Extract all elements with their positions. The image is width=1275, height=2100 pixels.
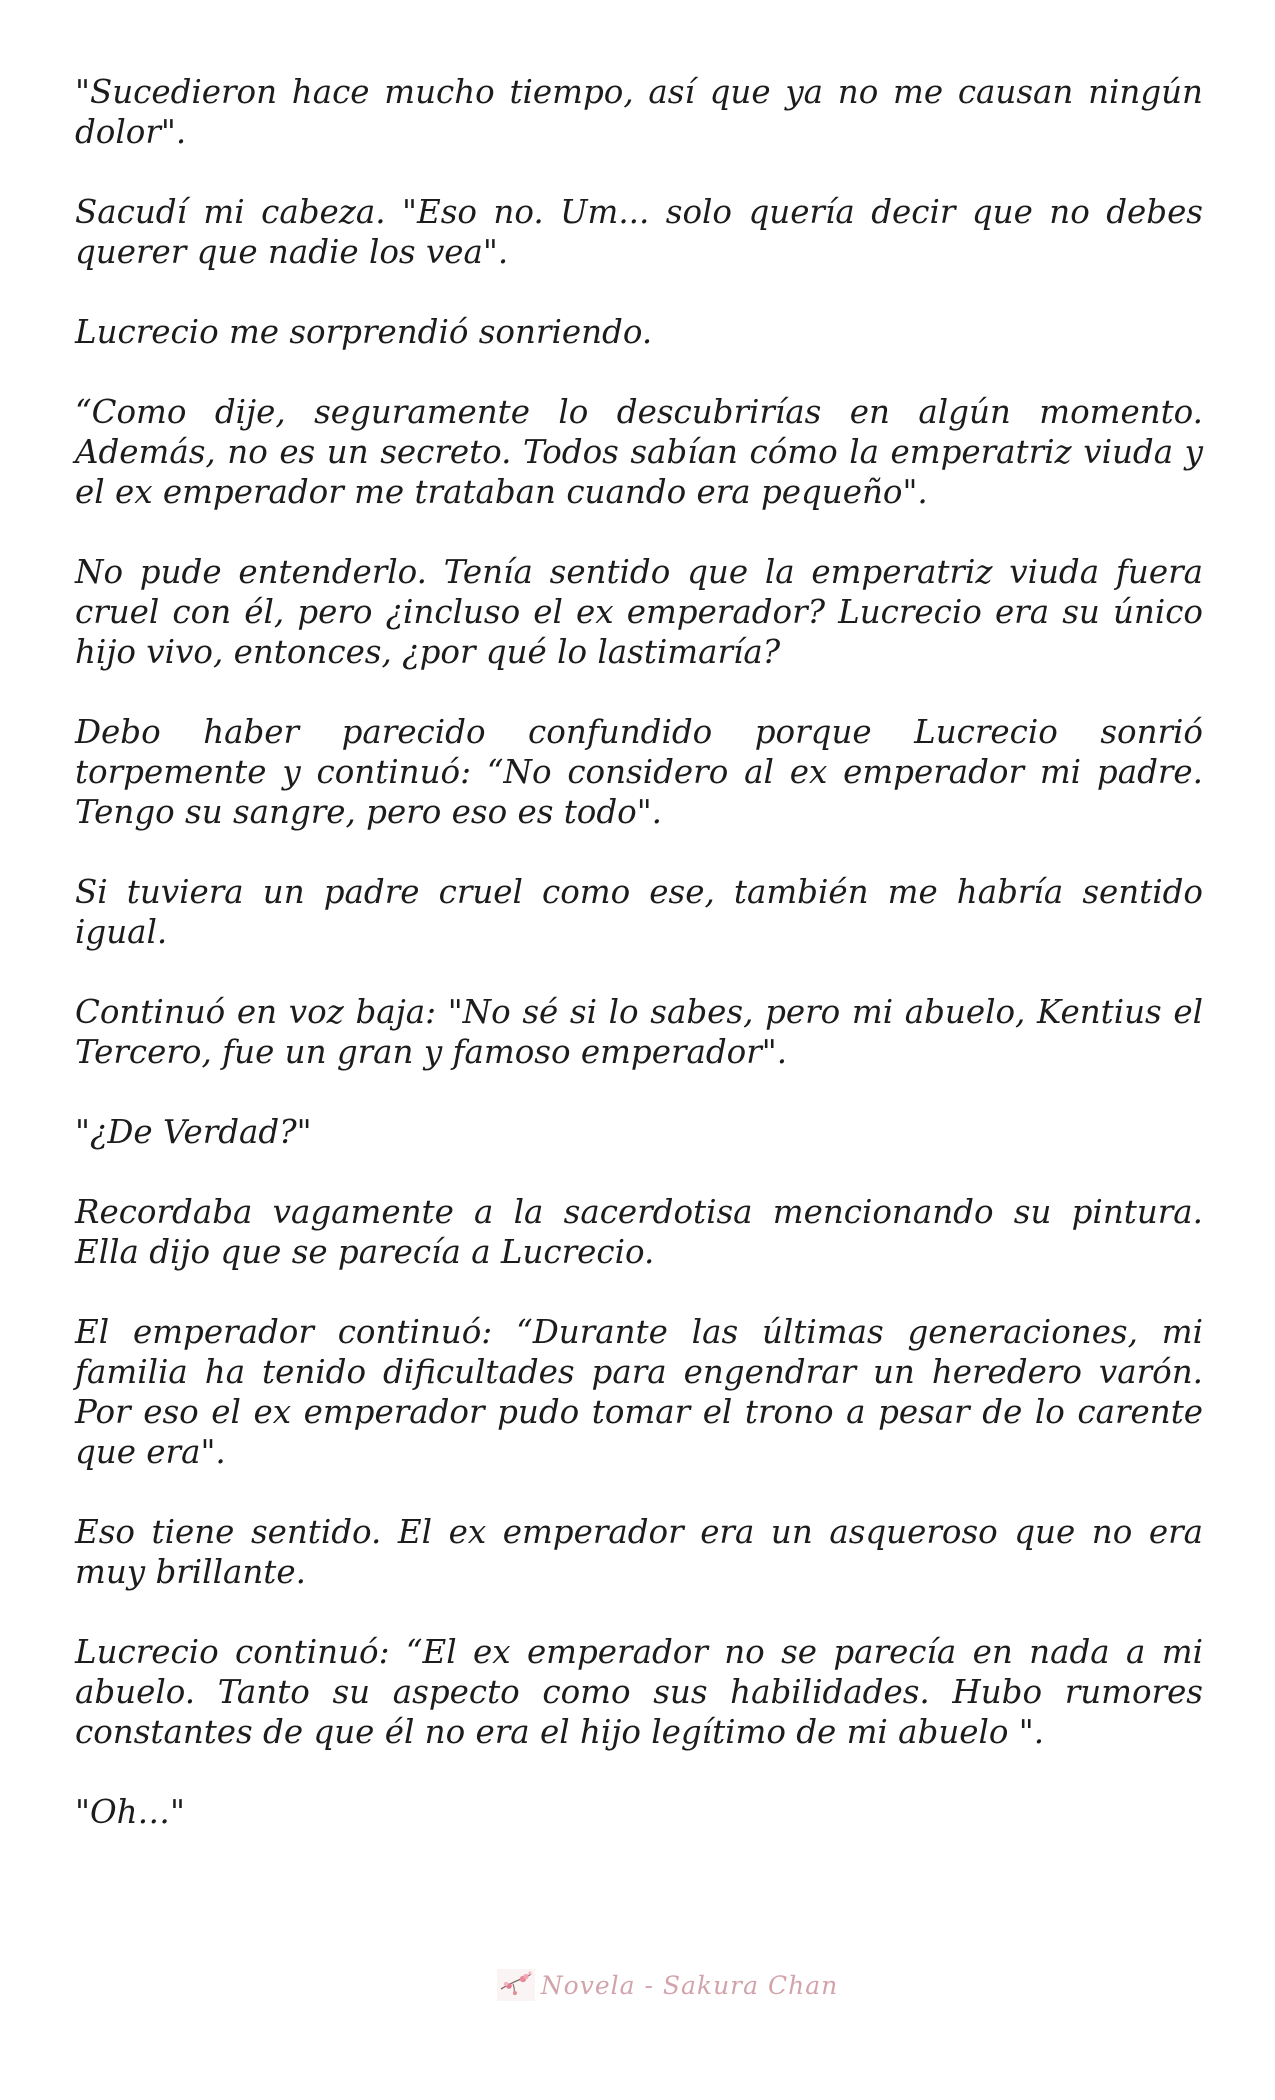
document-body (75, 72, 1203, 1832)
paragraph: Sacudí mi cabeza. "Eso no. Um... solo quería decir que no debes querer que nadie los vea". (75, 193, 1203, 271)
paragraph: "Sucedieron hace mucho tiempo, así que ya no me causan ningún dolor". (75, 73, 1203, 151)
paragraph: El emperador continuó: “Durante las últimas generaciones, mi familia ha tenido dificultades para engendrar un heredero varón. Por eso el ex emperador pudo tomar el trono a pesar de lo carente que era". (75, 1313, 1203, 1471)
paragraph: Recordaba vagamente a la sacerdotisa mencionando su pintura. Ella dijo que se parecía a Lucrecio. (75, 1193, 1203, 1271)
paragraph: “Como dije, seguramente lo descubrirías en algún momento. Además, no es un secreto. Todos sabían cómo la emperatriz viuda y el ex emperador me trataban cuando era pequeño". (75, 393, 1203, 511)
paragraph: Eso tiene sentido. El ex emperador era un asqueroso que no era muy brillante. (75, 1513, 1203, 1591)
watermark-label: Novela - Sakura Chan (540, 1970, 839, 2000)
paragraph: "Oh…" (75, 1793, 185, 1831)
paragraph: No pude entenderlo. Tenía sentido que la emperatriz viuda fuera cruel con él, pero ¿incluso el ex emperador? Lucrecio era su único hijo vivo, entonces, ¿por qué lo lastimaría? (75, 553, 1203, 671)
watermark (497, 1969, 838, 2001)
paragraph: Debo haber parecido confundido porque Lucrecio sonrió torpemente y continuó: “No considero al ex emperador mi padre. Tengo su sangre, pero eso es todo". (75, 713, 1203, 831)
paragraph: "¿De Verdad?" (75, 1113, 312, 1151)
cherry-blossom-icon (497, 1969, 535, 2001)
watermark-footer (0, 1965, 1275, 2005)
paragraph: Si tuviera un padre cruel como ese, también me habría sentido igual. (75, 873, 1203, 951)
paragraph: Lucrecio me sorprendió sonriendo. (75, 313, 653, 351)
paragraph: Lucrecio continuó: “El ex emperador no se parecía en nada a mi abuelo. Tanto su aspecto como sus habilidades. Hubo rumores constantes de que él no era el hijo legítimo de mi abuelo ". (75, 1633, 1203, 1751)
paragraph: Continuó en voz baja: "No sé si lo sabes, pero mi abuelo, Kentius el Tercero, fue un gran y famoso emperador". (75, 993, 1203, 1071)
